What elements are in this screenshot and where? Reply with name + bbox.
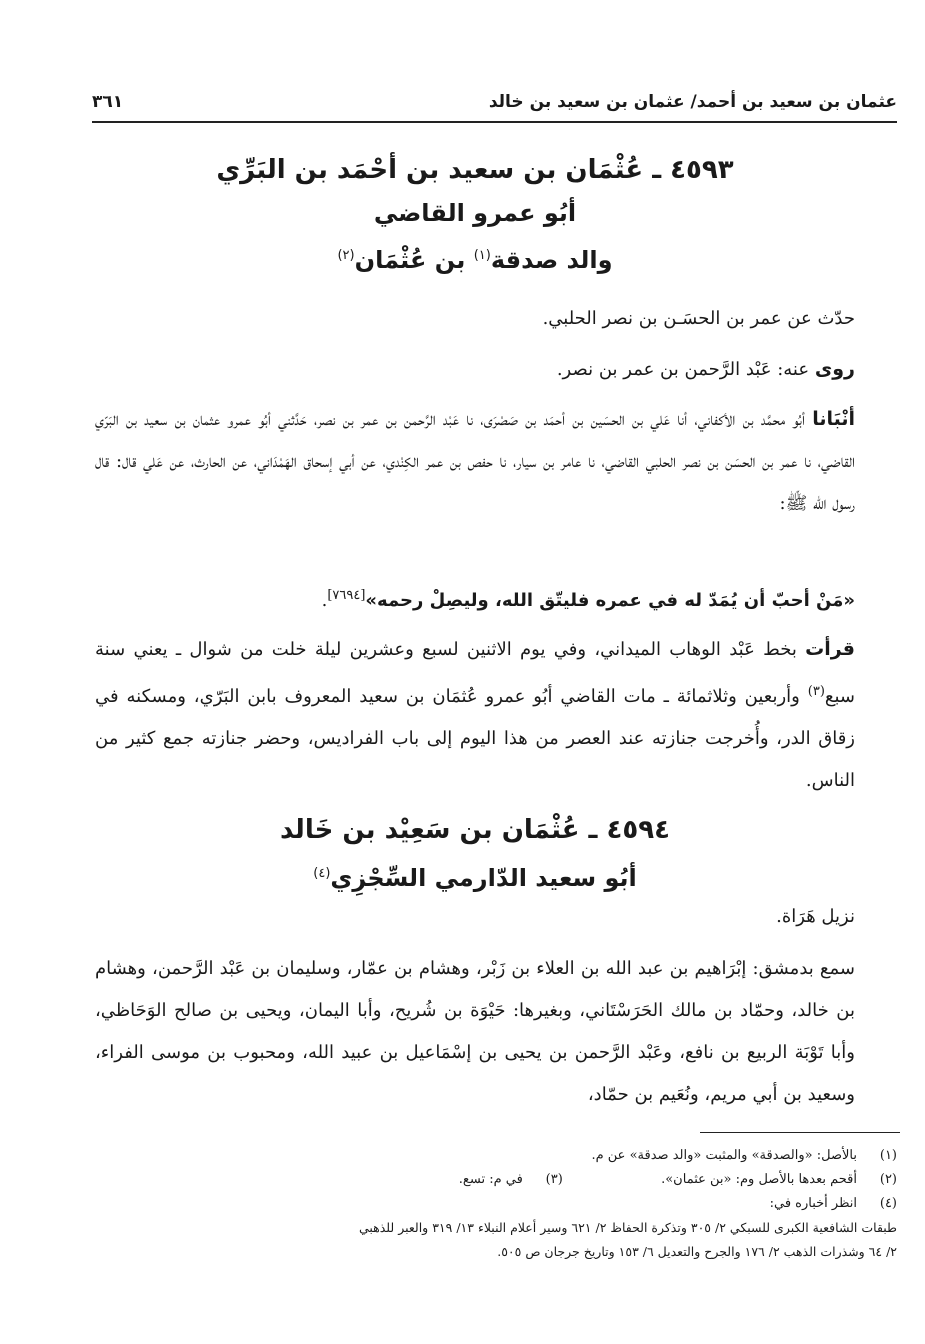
paragraph-haddatha (95, 298, 855, 340)
footnote-2-3-row (100, 1168, 897, 1192)
paragraph-nazil (95, 896, 855, 938)
entry-4594-title: ٤٥٩٤ ـ عُثْمَان بن سَعِيْد بن خَالد (280, 815, 670, 845)
paragraph-nazil-text: نزيل هَرَاة. (776, 906, 855, 927)
paragraph-samia (95, 948, 855, 1116)
footnote-3-text: في م: تسع. (458, 1172, 523, 1187)
footnote-rule (700, 1132, 900, 1133)
footnote-2-number: (٢) (879, 1172, 897, 1187)
footnote-ref-1: (١) (473, 248, 491, 263)
relation-text-a: والد صدقة (490, 246, 613, 274)
footnote-ref-3: (٣) (807, 684, 825, 699)
paragraph-isnad (95, 398, 855, 525)
lead-word-anbana: أنْبَانا (812, 408, 855, 430)
footnote-1 (100, 1144, 897, 1168)
running-head (92, 86, 897, 118)
paragraph-qaratu (95, 628, 855, 802)
hadith-text: «مَنْ أحبّ أن يُمَدّ له في عمره فليتّق الله، وليصِلْ رحمه»[٧٦٩٤]. (321, 588, 855, 611)
footnote-2-text: أقحم بعدها بالأصل وم: «بن عثمان». (661, 1172, 857, 1187)
footnote-4 (100, 1192, 897, 1216)
header-rule (92, 121, 897, 123)
paragraph-rawa (95, 348, 855, 391)
footnote-4-number: (٤) (879, 1196, 897, 1211)
footnote-1-text: بالأصل: «والصدقة» والمثبت «والد صدقة» عن م. (591, 1148, 857, 1163)
entry-4594-heading (95, 808, 855, 900)
lead-word-rawa: روى (814, 358, 855, 380)
footnote-ref-4: (٤) (313, 866, 331, 881)
paragraph-qaratu-text-2: وأربعين وثلاثمائة ـ مات القاضي أبُو عمرو عُثمَان بن سعيد المعروف بابن البَرّي، ومسكنه في زقاق الدر، وأُخرجت جنازته عند العصر من هذا اليوم إلى باب الفراديس، وحضر جنازته جمع كثير من الناس. (95, 686, 855, 791)
paragraph-samia-text: سمع بدمشق: إبْرَاهيم بن عبد الله بن العلاء بن زَبْر، وهشام بن عمّار، وسليمان بن عَبْد الرَّحمن، وهشام بن خالد، وحمّاد بن مالك الحَرَسْتَاني، وبغيرها: حَيْوَة بن شُريح، وأبا اليمان، ويحيى بن صالح الوَحَاظي، وأبا تَوْبَة الربيع بن نافع، وعَبْد الرَّحمن بن يحيى بن إسْمَاعيل بن عبيد الله، ومحبوب بن موسى الفراء، وسعيد بن أبي مريم، ونُعَيم بن حمّاد، (95, 958, 855, 1105)
page-number: ٣٦١ (92, 92, 124, 112)
paragraph-qaratu-text-1: بخط عَبْد الوهاب الميداني، وفي يوم الاثنين لسبع وعشرين ليلة خلت من شوال ـ يعني سنة سبع (95, 639, 855, 707)
footnote-3-number: (٣) (545, 1172, 563, 1187)
lead-word-qaratu: قرأت (805, 638, 855, 660)
paragraph-haddatha-text: حدّث عن عمر بن الحسَـن بن نصر الحلبي. (542, 308, 855, 329)
footnotes (100, 1144, 897, 1264)
footnote-4-text: انظر أخباره في: (769, 1196, 857, 1211)
footnote-4-sources-line-1: طبقات الشافعية الكبرى للسبكي ٢/ ٣٠٥ وتذكرة الحفاظ ٢/ ٦٢١ وسير أعلام النبلاء ١٣/ ٣١٩ والعبر للذهبي (358, 1220, 897, 1235)
entry-4593-heading (95, 148, 855, 282)
entry-4593-kunya: أبُو عمرو القاضي (373, 199, 577, 227)
footnote-4-sources-line-2: ٢/ ٦٤ وشذرات الذهب ٢/ ١٧٦ والجرح والتعديل ٦/ ١٥٣ وتاريخ جرجان ص ٥٠٥. (497, 1244, 897, 1259)
paragraph-isnad-text: أبُو محمَّد بن الأكفاني، أنا عَلي بن الحسَين بن أحمَد بن صَصْرَى، نا عَبْد الرَّحمن بن عمر بن نصر، حَدَّثني أبُو عمرو عثمان بن سعيد بن البَرّي القاضي، نا عمر بن الحسَن بن نصر الحلبي القاضي، نا عامر بن سيار، نا حفص بن عمر الكِنْدي، عن أبي إسحاق الهَمْدَاني، عن الحارث، عن عَلي قال: قال رسول الله ﷺ: (95, 409, 855, 514)
running-head-title: عثمان بن سعيد بن أحمد/ عثمان بن سعيد بن خالد (488, 92, 897, 112)
footnote-ref-2: (٢) (337, 248, 355, 263)
entry-4593-title: ٤٥٩٣ ـ عُثْمَان بن سعيد بن أحْمَد بن البَرِّي (216, 155, 734, 185)
hadith-matn: «مَنْ أحبّ أن يُمَدّ له في عمره فليتّق الله، وليصِلْ رحمه» (365, 590, 855, 611)
footnote-1-number: (١) (879, 1148, 897, 1163)
entry-4593-relation (95, 234, 855, 282)
entry-4594-kunya-text: أبُو سعيد الدّارمي السِّجْزِي (330, 864, 637, 892)
paragraph-rawa-text: عنه: عَبْد الرَّحمن بن عمر بن نصر. (556, 359, 815, 380)
relation-text-b: بن عُثْمَان (354, 246, 466, 274)
entry-4594-kunya (95, 852, 855, 900)
hadith-reference: [٧٦٩٤] (327, 588, 366, 603)
